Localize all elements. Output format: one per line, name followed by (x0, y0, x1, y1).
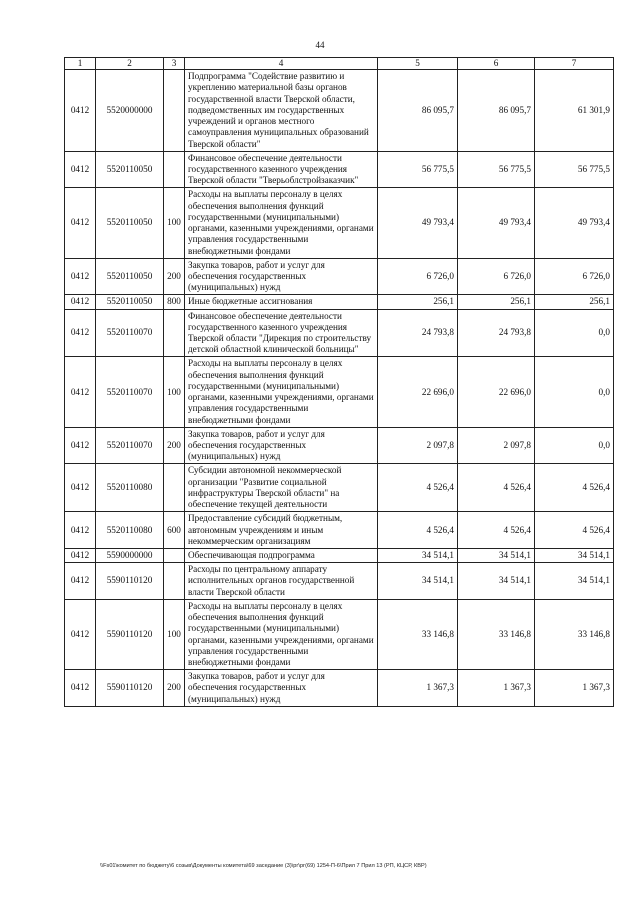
amount-col-7: 4 526,4 (535, 464, 614, 512)
target-article-code: 5590000000 (96, 548, 164, 562)
amount-col-5: 56 775,5 (378, 151, 458, 188)
amount-col-7: 256,1 (535, 295, 614, 309)
amount-col-6: 56 775,5 (458, 151, 535, 188)
target-article-code: 5520110050 (96, 295, 164, 309)
amount-col-5: 4 526,4 (378, 464, 458, 512)
table-body (65, 70, 614, 707)
table-row (65, 295, 614, 309)
amount-col-6: 22 696,0 (458, 357, 535, 427)
section-code: 0412 (65, 70, 96, 152)
item-description: Расходы на выплаты персоналу в целях обеспечения выполнения функций государственными (муниципальными) органами, казенными учреждениями, органами управления государственными внебюджетными фондами (185, 599, 378, 669)
expense-type-code (164, 464, 185, 512)
amount-col-7: 1 367,3 (535, 670, 614, 707)
target-article-code: 5520000000 (96, 70, 164, 152)
amount-col-7: 56 775,5 (535, 151, 614, 188)
expense-type-code: 200 (164, 258, 185, 295)
item-description: Закупка товаров, работ и услуг для обеспечения государственных (муниципальных) нужд (185, 670, 378, 707)
amount-col-5: 4 526,4 (378, 512, 458, 549)
file-path-footer: \\Fs01\комитет по бюджету\6 созыв\Документы комитета\69 заседание (3)\рг\рг(69) 1254-П-6\Прил 7 Прил 13 (РП, КЦСР, КВР) (100, 863, 427, 869)
amount-col-7: 0,0 (535, 357, 614, 427)
column-header: 1 (65, 58, 96, 70)
table-row (65, 258, 614, 295)
section-code: 0412 (65, 670, 96, 707)
amount-col-7: 49 793,4 (535, 188, 614, 258)
amount-col-5: 34 514,1 (378, 548, 458, 562)
expense-type-code (164, 151, 185, 188)
expense-type-code: 100 (164, 357, 185, 427)
amount-col-5: 256,1 (378, 295, 458, 309)
section-code: 0412 (65, 563, 96, 600)
table-row (65, 357, 614, 427)
page-number: 44 (315, 40, 325, 50)
section-code: 0412 (65, 464, 96, 512)
amount-col-7: 6 726,0 (535, 258, 614, 295)
expense-type-code: 100 (164, 599, 185, 669)
item-description: Иные бюджетные ассигнования (185, 295, 378, 309)
target-article-code: 5590110120 (96, 563, 164, 600)
amount-col-6: 86 095,7 (458, 70, 535, 152)
table-row (65, 427, 614, 464)
item-description: Предоставление субсидий бюджетным, автономным учреждениям и иным некоммерческим организациям (185, 512, 378, 549)
amount-col-5: 2 097,8 (378, 427, 458, 464)
table-row (65, 464, 614, 512)
section-code: 0412 (65, 548, 96, 562)
target-article-code: 5520110050 (96, 151, 164, 188)
amount-col-6: 6 726,0 (458, 258, 535, 295)
column-header: 7 (535, 58, 614, 70)
item-description: Обеспечивающая подпрограмма (185, 548, 378, 562)
item-description: Закупка товаров, работ и услуг для обеспечения государственных (муниципальных) нужд (185, 427, 378, 464)
column-header: 5 (378, 58, 458, 70)
section-code: 0412 (65, 188, 96, 258)
table-row (65, 70, 614, 152)
expense-type-code (164, 563, 185, 600)
amount-col-5: 34 514,1 (378, 563, 458, 600)
amount-col-6: 4 526,4 (458, 512, 535, 549)
section-code: 0412 (65, 357, 96, 427)
item-description: Субсидии автономной некоммерческой организации "Развитие социальной инфраструктуры Тверской области" на обеспечение текущей деятельности (185, 464, 378, 512)
item-description: Финансовое обеспечение деятельности государственного казенного учреждения Тверской области "Тверьоблстройзаказчик" (185, 151, 378, 188)
item-description: Подпрограмма "Содействие развитию и укреплению материальной базы органов государственной власти Тверской области, подведомственных им государственных учреждений и органов местного самоуправления муниципальных образований Тверской области" (185, 70, 378, 152)
item-description: Расходы на выплаты персоналу в целях обеспечения выполнения функций государственными (муниципальными) органами, казенными учреждениями, органами управления государственными внебюджетными фондами (185, 188, 378, 258)
column-header: 6 (458, 58, 535, 70)
amount-col-5: 1 367,3 (378, 670, 458, 707)
table-row (65, 151, 614, 188)
amount-col-5: 86 095,7 (378, 70, 458, 152)
section-code: 0412 (65, 427, 96, 464)
amount-col-5: 49 793,4 (378, 188, 458, 258)
expense-type-code: 800 (164, 295, 185, 309)
item-description: Расходы на выплаты персоналу в целях обеспечения выполнения функций государственными (муниципальными) органами, казенными учреждениями, органами управления государственными внебюджетными фондами (185, 357, 378, 427)
target-article-code: 5590110120 (96, 599, 164, 669)
amount-col-7: 61 301,9 (535, 70, 614, 152)
item-description: Финансовое обеспечение деятельности государственного казенного учреждения Тверской области "Дирекция по строительству детской областной клинической больницы" (185, 309, 378, 357)
table-row (65, 670, 614, 707)
budget-table (64, 57, 614, 707)
expense-type-code: 200 (164, 670, 185, 707)
table-row (65, 548, 614, 562)
table-row (65, 599, 614, 669)
target-article-code: 5520110080 (96, 464, 164, 512)
table-row (65, 309, 614, 357)
amount-col-7: 0,0 (535, 309, 614, 357)
expense-type-code (164, 70, 185, 152)
amount-col-7: 34 514,1 (535, 548, 614, 562)
column-header: 3 (164, 58, 185, 70)
expense-type-code: 200 (164, 427, 185, 464)
amount-col-5: 24 793,8 (378, 309, 458, 357)
amount-col-6: 4 526,4 (458, 464, 535, 512)
expense-type-code: 100 (164, 188, 185, 258)
table-header-row (65, 58, 614, 70)
amount-col-6: 34 514,1 (458, 548, 535, 562)
target-article-code: 5590110120 (96, 670, 164, 707)
target-article-code: 5520110070 (96, 427, 164, 464)
table-row (65, 188, 614, 258)
amount-col-7: 4 526,4 (535, 512, 614, 549)
target-article-code: 5520110080 (96, 512, 164, 549)
amount-col-5: 22 696,0 (378, 357, 458, 427)
table-row (65, 512, 614, 549)
amount-col-6: 49 793,4 (458, 188, 535, 258)
section-code: 0412 (65, 512, 96, 549)
amount-col-7: 33 146,8 (535, 599, 614, 669)
amount-col-6: 33 146,8 (458, 599, 535, 669)
amount-col-6: 1 367,3 (458, 670, 535, 707)
amount-col-7: 0,0 (535, 427, 614, 464)
section-code: 0412 (65, 599, 96, 669)
target-article-code: 5520110050 (96, 188, 164, 258)
amount-col-6: 256,1 (458, 295, 535, 309)
amount-col-5: 6 726,0 (378, 258, 458, 295)
item-description: Закупка товаров, работ и услуг для обеспечения государственных (муниципальных) нужд (185, 258, 378, 295)
section-code: 0412 (65, 151, 96, 188)
target-article-code: 5520110070 (96, 309, 164, 357)
amount-col-6: 2 097,8 (458, 427, 535, 464)
table-row (65, 563, 614, 600)
expense-type-code: 600 (164, 512, 185, 549)
amount-col-6: 24 793,8 (458, 309, 535, 357)
amount-col-5: 33 146,8 (378, 599, 458, 669)
column-header: 4 (185, 58, 378, 70)
expense-type-code (164, 548, 185, 562)
target-article-code: 5520110050 (96, 258, 164, 295)
item-description: Расходы по центральному аппарату исполнительных органов государственной власти Тверской области (185, 563, 378, 600)
column-header: 2 (96, 58, 164, 70)
target-article-code: 5520110070 (96, 357, 164, 427)
amount-col-7: 34 514,1 (535, 563, 614, 600)
section-code: 0412 (65, 309, 96, 357)
amount-col-6: 34 514,1 (458, 563, 535, 600)
section-code: 0412 (65, 258, 96, 295)
section-code: 0412 (65, 295, 96, 309)
expense-type-code (164, 309, 185, 357)
